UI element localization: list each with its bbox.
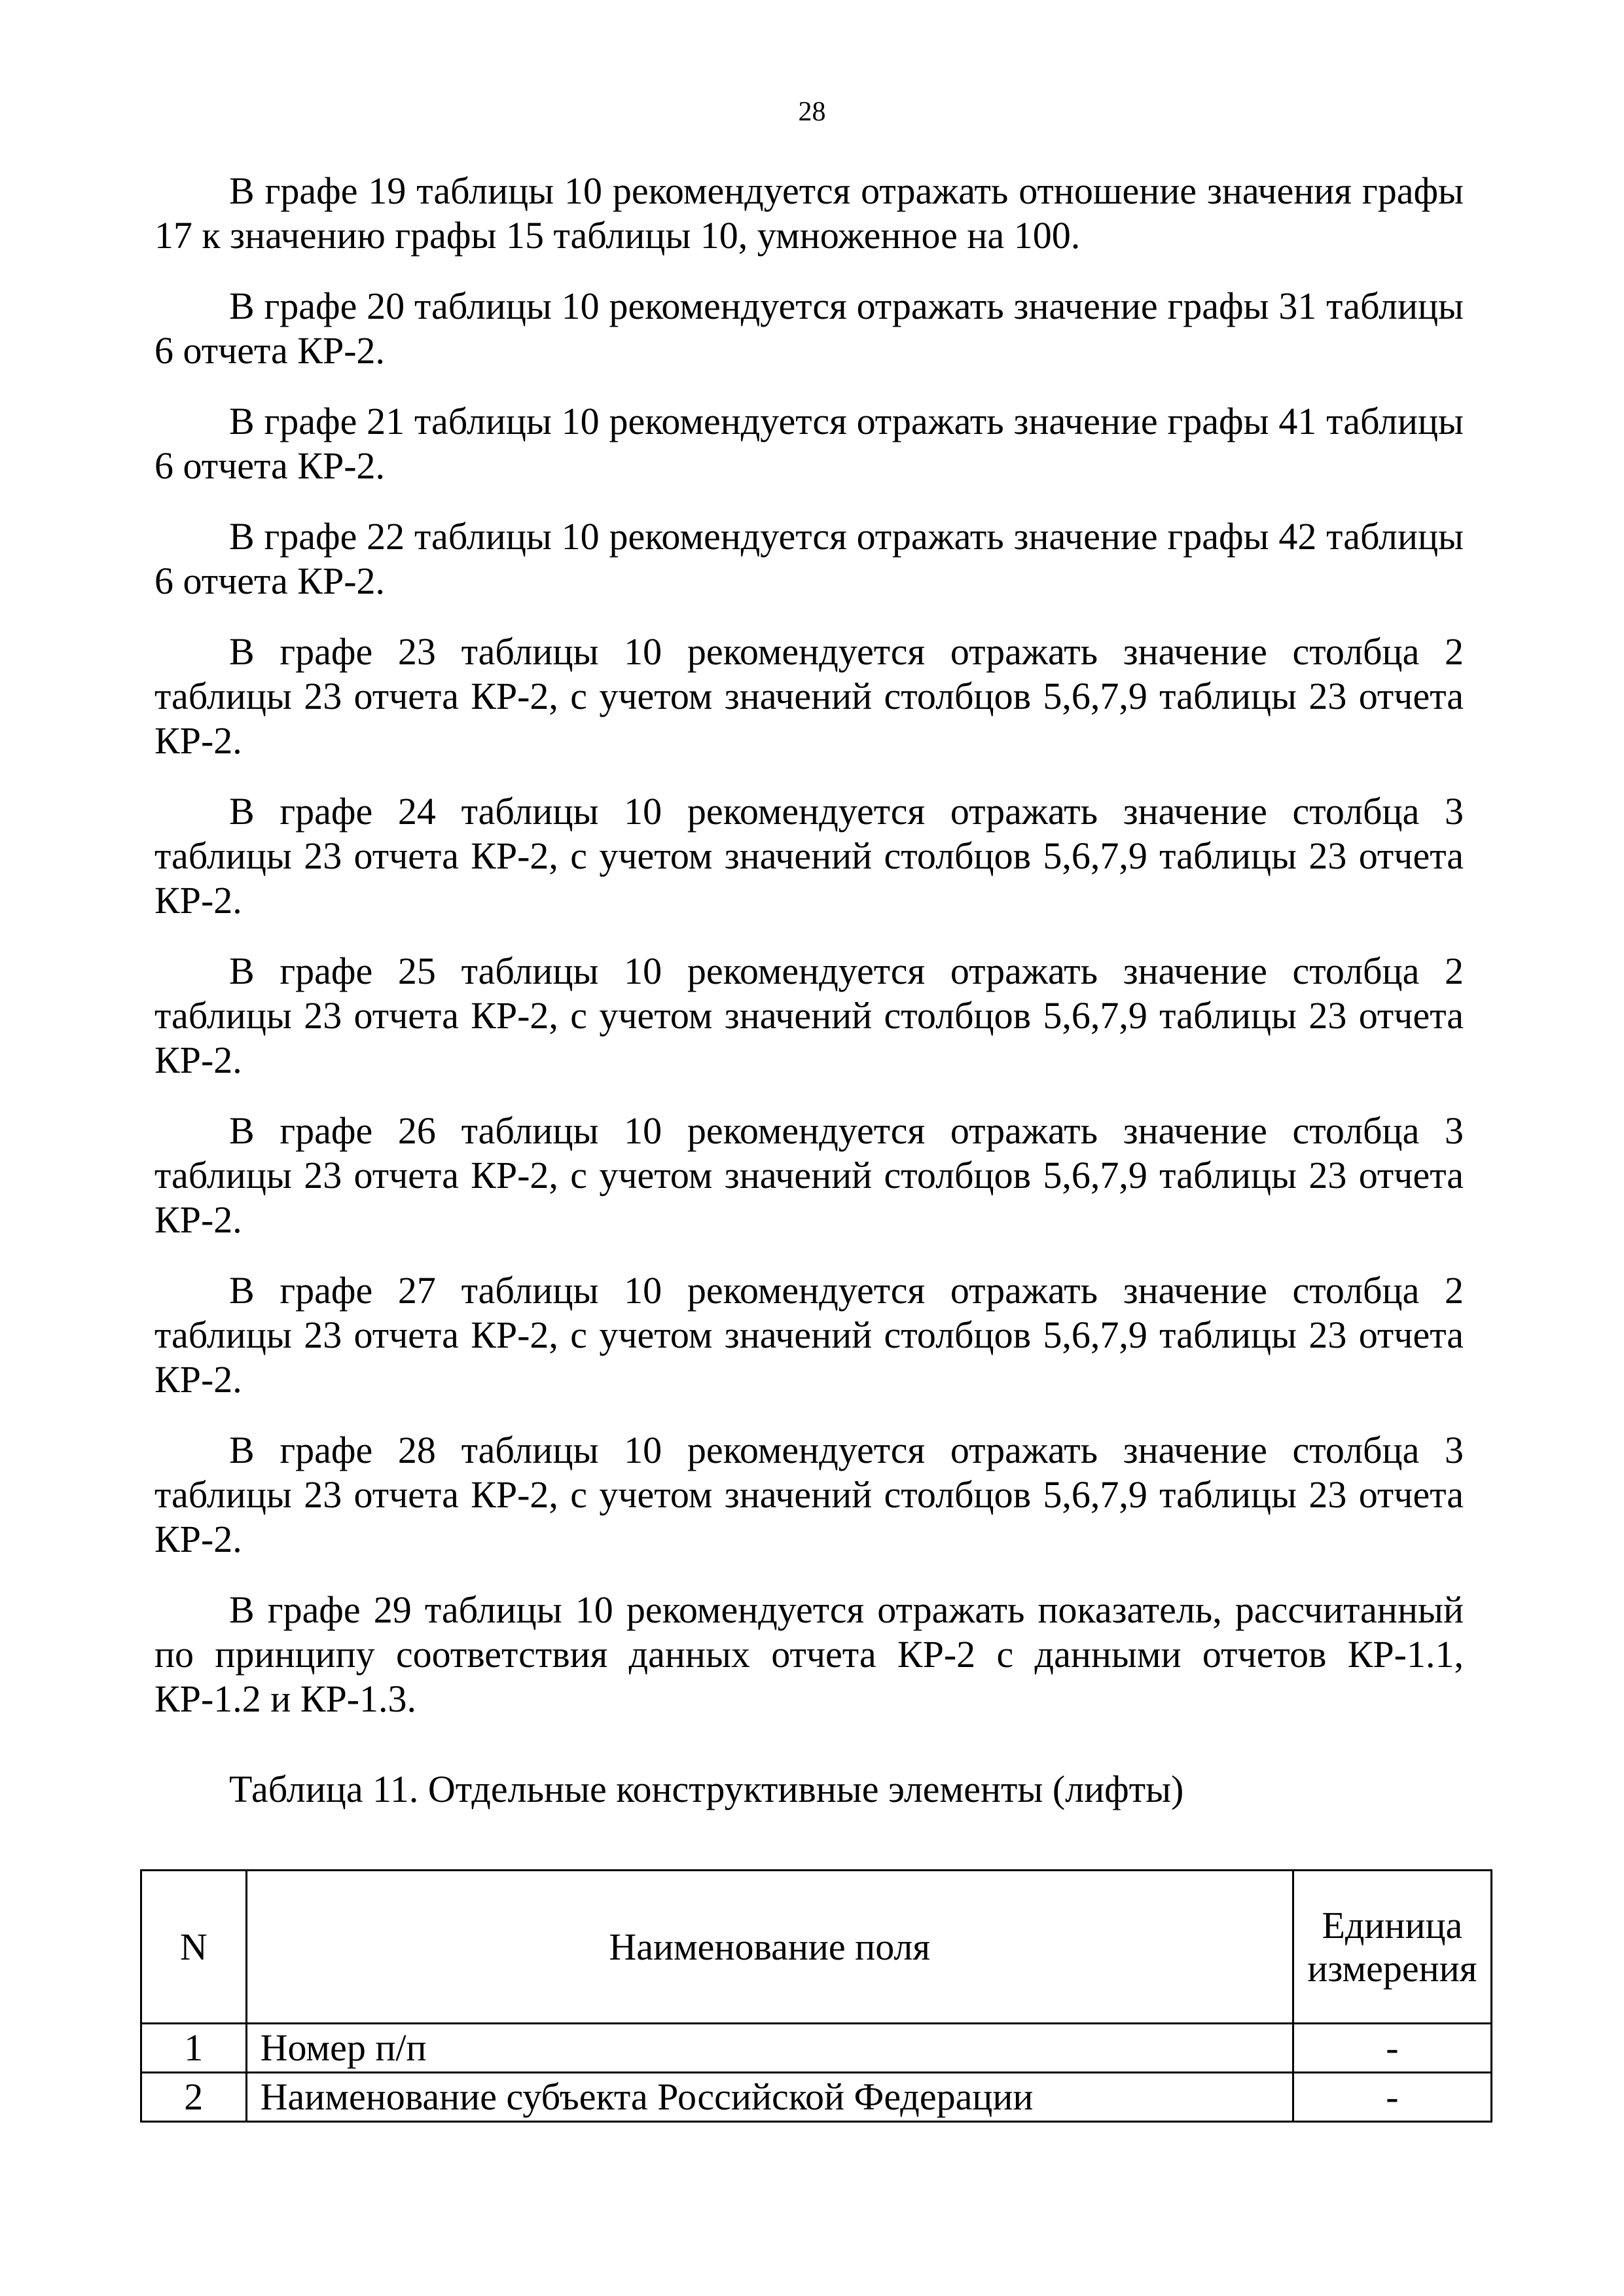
paragraph: В графе 25 таблицы 10 рекомендуется отражать значение столбца 2 таблицы 23 отчета КР-2, с учетом значений столбцов 5,6,7,9 таблицы 23 отчета КР-2.	[154, 950, 1464, 1081]
paragraph: В графе 24 таблицы 10 рекомендуется отражать значение столбца 3 таблицы 23 отчета КР-2, с учетом значений столбцов 5,6,7,9 таблицы 23 отчета КР-2.	[154, 790, 1464, 922]
page-number: 28	[798, 97, 826, 127]
header-unit: Единица измерения	[1293, 1871, 1491, 2024]
row-number: 1	[141, 2024, 247, 2073]
table-caption: Таблица 11. Отдельные конструктивные элементы (лифты)	[229, 1768, 1184, 1810]
header-field-name: Наименование поля	[246, 1871, 1293, 2024]
row-field-name: Номер п/п	[246, 2024, 1293, 2073]
paragraph: В графе 27 таблицы 10 рекомендуется отражать значение столбца 2 таблицы 23 отчета КР-2, с учетом значений столбцов 5,6,7,9 таблицы 23 отчета КР-2.	[154, 1269, 1464, 1401]
row-number: 2	[141, 2073, 247, 2122]
table-row	[141, 2073, 1492, 2122]
row-field-name: Наименование субъекта Российской Федерации	[246, 2073, 1293, 2122]
paragraph: В графе 23 таблицы 10 рекомендуется отражать значение столбца 2 таблицы 23 отчета КР-2, с учетом значений столбцов 5,6,7,9 таблицы 23 отчета КР-2.	[154, 630, 1464, 762]
header-number: N	[141, 1871, 247, 2024]
paragraph: В графе 21 таблицы 10 рекомендуется отражать значение графы 41 таблицы 6 отчета КР-2.	[154, 400, 1464, 487]
paragraph: В графе 19 таблицы 10 рекомендуется отражать отношение значения графы 17 к значению графы 15 таблицы 10, умноженное на 100.	[154, 170, 1464, 257]
document-body	[154, 169, 1464, 1812]
table-header-row	[141, 1871, 1492, 2024]
paragraph: В графе 20 таблицы 10 рекомендуется отражать значение графы 31 таблицы 6 отчета КР-2.	[154, 285, 1464, 372]
row-unit: -	[1293, 2024, 1491, 2073]
row-unit: -	[1293, 2073, 1491, 2122]
paragraph: В графе 22 таблицы 10 рекомендуется отражать значение графы 42 таблицы 6 отчета КР-2.	[154, 515, 1464, 602]
paragraph: В графе 28 таблицы 10 рекомендуется отражать значение столбца 3 таблицы 23 отчета КР-2, с учетом значений столбцов 5,6,7,9 таблицы 23 отчета КР-2.	[154, 1429, 1464, 1560]
table-row	[141, 2024, 1492, 2073]
fields-table	[140, 1869, 1492, 2123]
paragraph: В графе 29 таблицы 10 рекомендуется отражать показатель, рассчитанный по принципу соответствия данных отчета КР-2 с данными отчетов КР-1.1, КР-1.2 и КР-1.3.	[154, 1588, 1464, 1720]
paragraph: В графе 26 таблицы 10 рекомендуется отражать значение столбца 3 таблицы 23 отчета КР-2, с учетом значений столбцов 5,6,7,9 таблицы 23 отчета КР-2.	[154, 1109, 1464, 1241]
